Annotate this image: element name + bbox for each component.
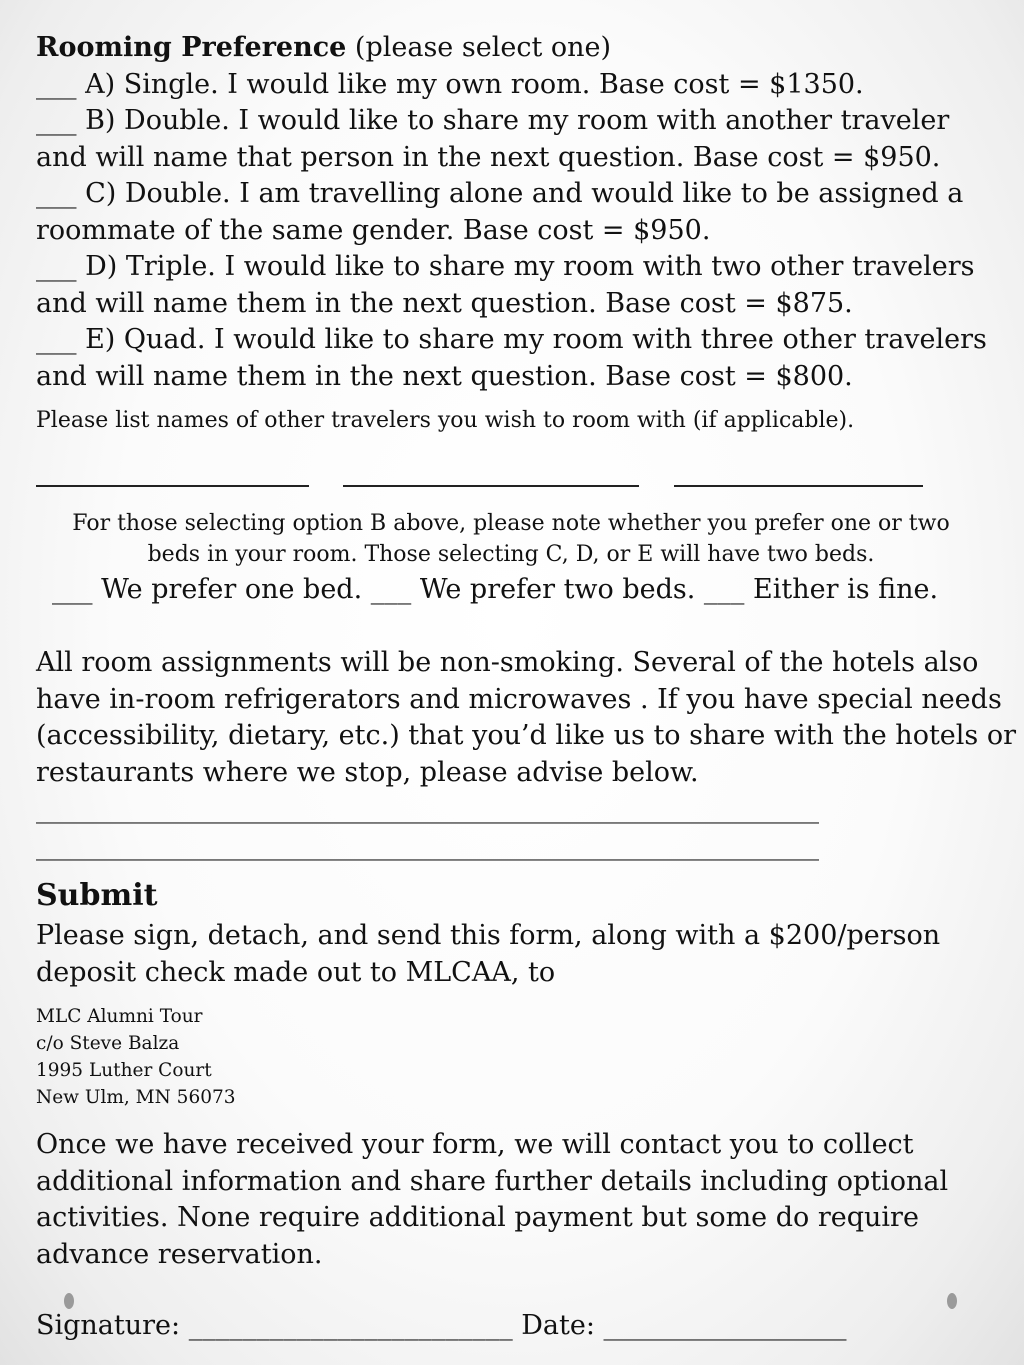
bed-note (36, 508, 986, 570)
rooming-option-c-cont: roommate of the same gender. Base cost = $950. (36, 214, 711, 246)
rooming-option-d-cont: and will name them in the next question. Base cost = $875. (36, 287, 853, 319)
special-needs-line-2: have in-room refrigerators and microwaves . If you have special needs (36, 683, 1002, 715)
roommates-prompt: Please list names of other travelers you wish to room with (if applicable). (36, 408, 855, 433)
submit-instructions (36, 918, 940, 991)
rooming-option-d[interactable]: ___ D) Triple. I would like to share my room with two other travelers (36, 251, 975, 282)
special-needs-fields (36, 791, 819, 864)
closing-line-3: activities. None require additional payment but some do require (36, 1202, 919, 1233)
submit-instructions-line-2: deposit check made out to MLCAA, to (36, 956, 556, 988)
rooming-option-b[interactable]: ___ B) Double. I would like to share my room with another traveler (36, 105, 950, 136)
address-line-2: c/o Steve Balza (36, 1033, 180, 1054)
rooming-heading-row (36, 30, 611, 67)
special-needs-line-3: (accessibility, dietary, etc.) that you’d like us to share with the hotels or (36, 720, 1017, 751)
roommate-name-field-3[interactable] (674, 485, 923, 487)
special-needs-field-2[interactable]: __________________________________________________________ (36, 829, 819, 861)
special-needs-line-1: All room assignments will be non-smoking. Several of the hotels also (36, 647, 979, 678)
bed-note-line-1: For those selecting option B above, please note whether you prefer one or two (72, 511, 950, 536)
roommate-name-field-2[interactable] (343, 485, 639, 487)
closing-line-1: Once we have received your form, we will contact you to collect (36, 1129, 914, 1160)
rooming-option-e[interactable]: ___ E) Quad. I would like to share my room with three other travelers (36, 324, 987, 355)
rooming-option-e-cont: and will name them in the next question. Base cost = $800. (36, 360, 853, 392)
rooming-options (36, 67, 987, 396)
rooming-heading: Rooming Preference (36, 32, 347, 63)
bed-note-line-2: beds in your room. Those selecting C, D, or E will have two beds. (147, 542, 875, 567)
special-needs-field-1[interactable]: __________________________________________________________ (36, 793, 819, 824)
rooming-option-a[interactable]: ___ A) Single. I would like my own room. Base cost = $1350. (36, 68, 864, 100)
rooming-option-b-cont: and will name that person in the next question. Base cost = $950. (36, 141, 941, 173)
address-line-4: New Ulm, MN 56073 (36, 1087, 236, 1108)
roommate-name-field-1[interactable] (36, 485, 309, 487)
rooming-heading-note: (please select one) (346, 32, 612, 63)
closing-text (36, 1127, 948, 1273)
submit-heading: Submit (36, 878, 158, 913)
left-decorative-dot (64, 1293, 74, 1309)
signature-date-line[interactable]: Signature: ________________________ Date: __________________ (36, 1310, 847, 1341)
address-line-3: 1995 Luther Court (36, 1060, 212, 1081)
bed-options[interactable]: ___ We prefer one bed. ___ We prefer two beds. ___ Either is fine. (52, 574, 939, 605)
closing-line-2: additional information and share further details including optional (36, 1165, 949, 1197)
rooming-option-c[interactable]: ___ C) Double. I am travelling alone and would like to be assigned a (36, 178, 964, 209)
closing-line-4: advance reservation. (36, 1238, 323, 1270)
address-line-1: MLC Alumni Tour (36, 1006, 203, 1027)
special-needs-line-4: restaurants where we stop, please advise below. (36, 756, 699, 788)
special-needs-text (36, 645, 1016, 791)
mailing-address (36, 1003, 236, 1111)
submit-instructions-line-1: Please sign, detach, and send this form, along with a $200/person (36, 920, 941, 951)
right-decorative-dot (947, 1293, 957, 1309)
